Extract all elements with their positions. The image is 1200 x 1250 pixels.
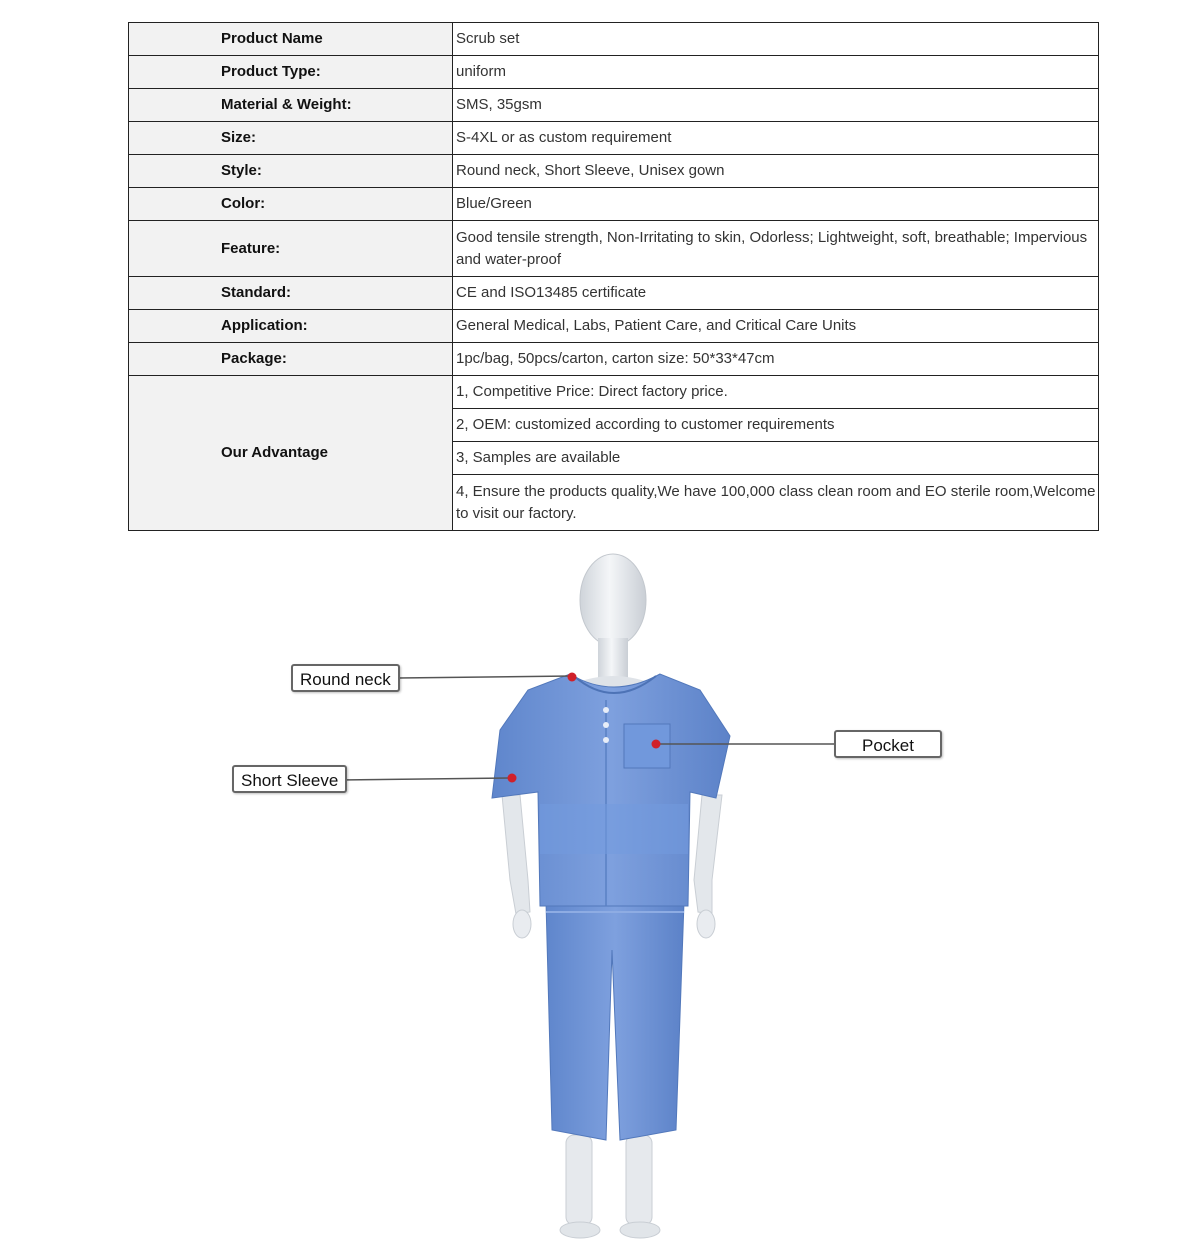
spec-label: Feature: bbox=[129, 221, 453, 277]
mannequin-head bbox=[580, 554, 646, 646]
advantage-label: Our Advantage bbox=[129, 376, 453, 531]
spec-value: CE and ISO13485 certificate bbox=[453, 277, 1099, 310]
spec-row-size bbox=[129, 122, 1099, 155]
mannequin-left-leg bbox=[566, 1135, 592, 1225]
mannequin-left-foot bbox=[560, 1222, 600, 1238]
spec-row-package bbox=[129, 343, 1099, 376]
spec-label: Product Name bbox=[129, 23, 453, 56]
spec-label: Application: bbox=[129, 310, 453, 343]
mannequin-right-foot bbox=[620, 1222, 660, 1238]
scrub-button bbox=[603, 707, 609, 713]
leader-line-round-neck bbox=[398, 676, 572, 678]
spec-label: Material & Weight: bbox=[129, 89, 453, 122]
spec-label: Standard: bbox=[129, 277, 453, 310]
spec-row-style bbox=[129, 155, 1099, 188]
spec-value: Good tensile strength, Non-Irritating to skin, Odorless; Lightweight, soft, breathable; Impervious and water-proof bbox=[453, 221, 1099, 277]
spec-row-application bbox=[129, 310, 1099, 343]
advantage-item: 1, Competitive Price: Direct factory price. bbox=[453, 376, 1099, 409]
spec-label: Style: bbox=[129, 155, 453, 188]
product-figure bbox=[0, 540, 1200, 1250]
spec-value: General Medical, Labs, Patient Care, and Critical Care Units bbox=[453, 310, 1099, 343]
scrub-button bbox=[603, 737, 609, 743]
marker-dot-pocket bbox=[652, 740, 661, 749]
mannequin-neck bbox=[598, 638, 628, 678]
spec-value: SMS, 35gsm bbox=[453, 89, 1099, 122]
scrub-lower-panel bbox=[540, 804, 688, 854]
spec-value: 1pc/bag, 50pcs/carton, carton size: 50*33*47cm bbox=[453, 343, 1099, 376]
spec-value: Blue/Green bbox=[453, 188, 1099, 221]
mannequin-right-hand bbox=[697, 910, 715, 938]
mannequin-left-arm bbox=[502, 795, 530, 914]
marker-dot-round-neck bbox=[568, 673, 577, 682]
scrub-button bbox=[603, 722, 609, 728]
leader-line-short-sleeve bbox=[339, 778, 512, 780]
callout-pocket: Pocket bbox=[834, 730, 942, 758]
scrub-pants bbox=[546, 902, 684, 1140]
advantage-row bbox=[129, 376, 1099, 409]
marker-dot-short-sleeve bbox=[508, 774, 517, 783]
scrub-top bbox=[492, 674, 730, 906]
spec-label: Size: bbox=[129, 122, 453, 155]
mannequin-right-arm bbox=[694, 795, 722, 914]
product-spec-table bbox=[128, 22, 1099, 531]
scrub-chest-pocket bbox=[624, 724, 670, 768]
spec-row-product-name bbox=[129, 23, 1099, 56]
spec-value: uniform bbox=[453, 56, 1099, 89]
spec-value: Scrub set bbox=[453, 23, 1099, 56]
advantage-item: 2, OEM: customized according to customer requirements bbox=[453, 409, 1099, 442]
mannequin-illustration bbox=[0, 540, 1200, 1250]
callout-short-sleeve: Short Sleeve bbox=[232, 765, 347, 793]
spec-row-color bbox=[129, 188, 1099, 221]
spec-value: S-4XL or as custom requirement bbox=[453, 122, 1099, 155]
spec-row-standard bbox=[129, 277, 1099, 310]
mannequin-left-hand bbox=[513, 910, 531, 938]
mannequin-right-leg bbox=[626, 1135, 652, 1225]
spec-label: Package: bbox=[129, 343, 453, 376]
spec-value: Round neck, Short Sleeve, Unisex gown bbox=[453, 155, 1099, 188]
spec-row-feature bbox=[129, 221, 1099, 277]
advantage-item: 4, Ensure the products quality,We have 100,000 class clean room and EO sterile room,Welcome to visit our factory. bbox=[453, 475, 1099, 531]
callout-round-neck: Round neck bbox=[291, 664, 400, 692]
spec-label: Color: bbox=[129, 188, 453, 221]
spec-row-product-type bbox=[129, 56, 1099, 89]
spec-row-material bbox=[129, 89, 1099, 122]
spec-label: Product Type: bbox=[129, 56, 453, 89]
advantage-item: 3, Samples are available bbox=[453, 442, 1099, 475]
